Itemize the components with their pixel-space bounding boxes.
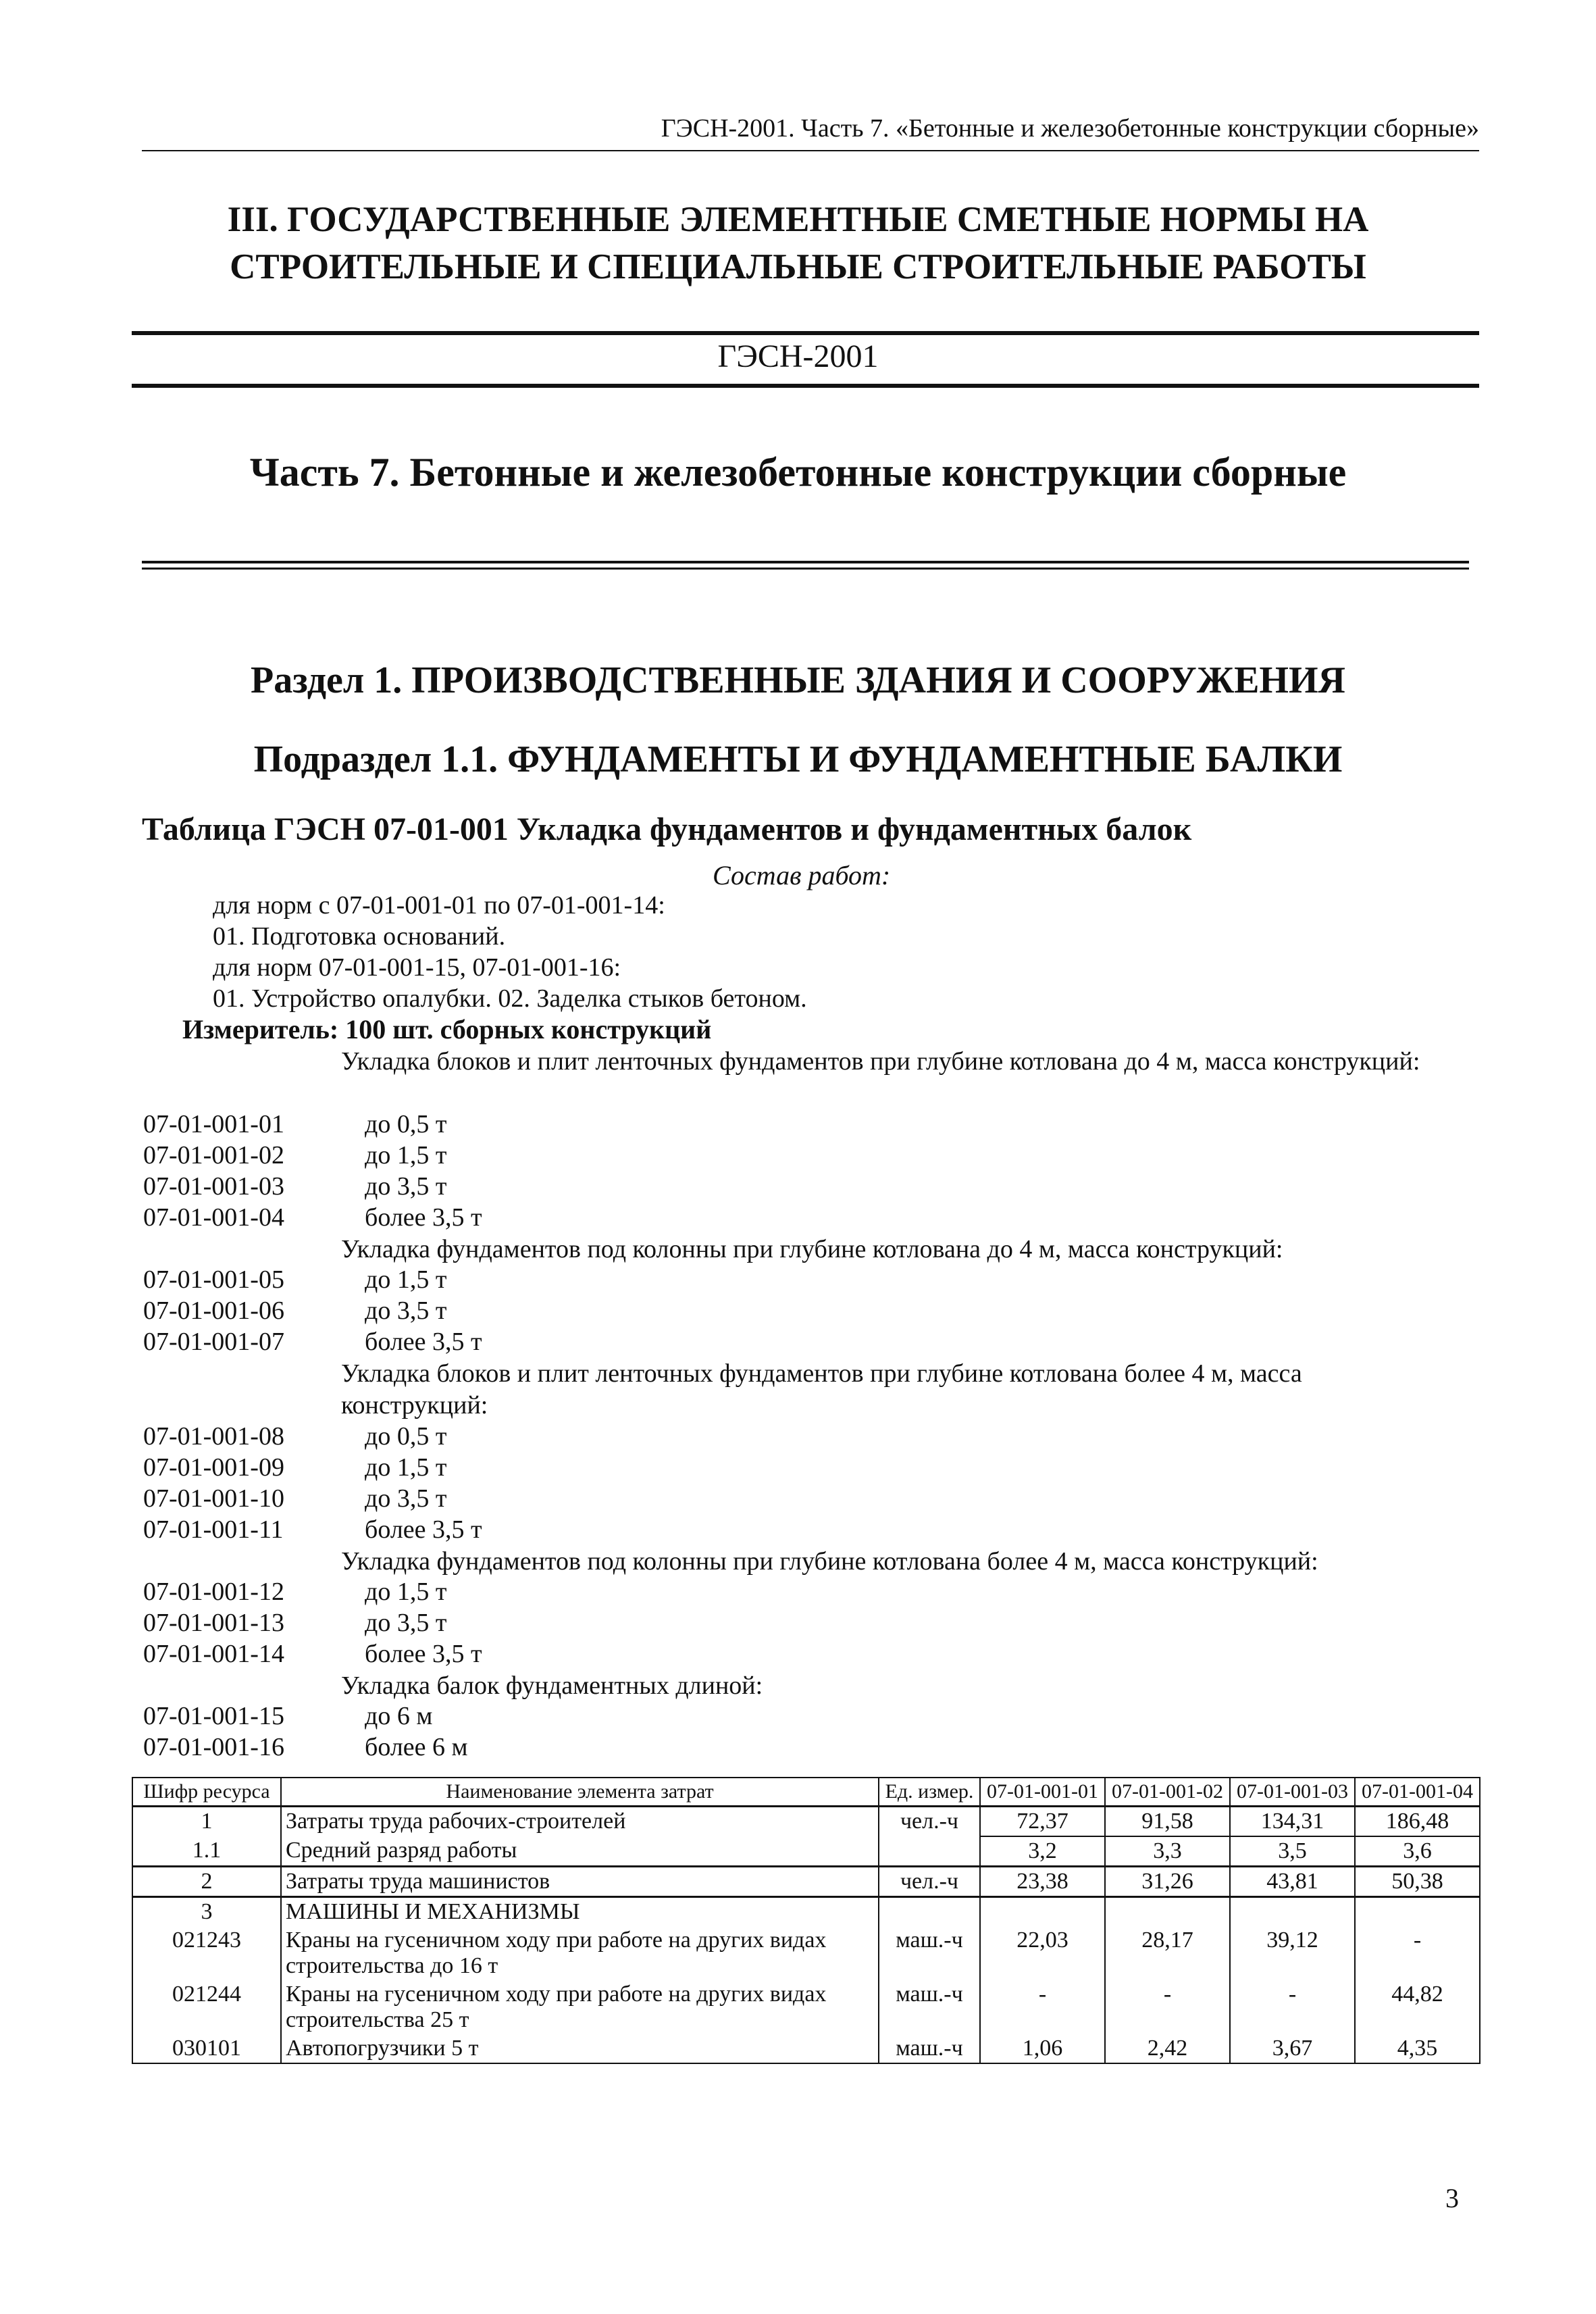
- cell-value: [1355, 1897, 1480, 1927]
- cell-value: 2,42: [1105, 2034, 1230, 2063]
- norm-code: 07-01-001-10: [143, 1484, 284, 1513]
- cell-unit: маш.-ч: [879, 2034, 980, 2063]
- table-header-row: [132, 1778, 1480, 1807]
- table-row: [132, 1807, 1480, 1837]
- cell-code: 2: [132, 1867, 281, 1897]
- norm-desc: до 1,5 т: [365, 1578, 447, 1606]
- cell-value: 22,03: [980, 1926, 1105, 1980]
- norm-desc: до 1,5 т: [365, 1141, 447, 1169]
- header-unit: Ед. измер.: [879, 1778, 980, 1807]
- part-title: Часть 7. Бетонные и железобетонные конструкции сборные: [249, 450, 1347, 495]
- group-heading: Укладка фундаментов под колонны при глубине котлована до 4 м, масса конструкций:: [341, 1235, 1283, 1263]
- norm-desc: до 0,5 т: [365, 1422, 447, 1451]
- cell-name: Средний разряд работы: [281, 1836, 879, 1867]
- header-col: 07-01-001-02: [1105, 1778, 1230, 1807]
- cell-value: 3,3: [1105, 1836, 1230, 1867]
- norm-desc: до 1,5 т: [365, 1453, 447, 1482]
- section-title: Раздел 1. ПРОИЗВОДСТВЕННЫЕ ЗДАНИЯ И СООРУЖЕНИЯ: [251, 659, 1345, 701]
- table-row: [132, 1897, 1480, 1927]
- norm-desc: до 0,5 т: [365, 1110, 447, 1138]
- norm-desc: более 3,5 т: [365, 1328, 482, 1356]
- norm-code: 07-01-001-04: [143, 1203, 284, 1232]
- composition-label: Состав работ:: [713, 860, 891, 890]
- cell-value: 72,37: [980, 1807, 1105, 1837]
- norm-desc: более 6 м: [365, 1733, 468, 1761]
- norm-code: 07-01-001-08: [143, 1422, 284, 1451]
- header-name: Наименование элемента затрат: [281, 1778, 879, 1807]
- subsection-title: Подраздел 1.1. ФУНДАМЕНТЫ И ФУНДАМЕНТНЫЕ БАЛКИ: [253, 738, 1343, 780]
- norm-desc: до 3,5 т: [365, 1297, 447, 1325]
- norm-code: 07-01-001-12: [143, 1578, 284, 1606]
- norm-code: 07-01-001-09: [143, 1453, 284, 1482]
- group-heading: Укладка фундаментов под колонны при глубине котлована более 4 м, масса конструкций:: [341, 1547, 1318, 1576]
- composition-line: 01. Подготовка оснований.: [213, 922, 506, 951]
- cell-name: Затраты труда машинистов: [281, 1867, 879, 1897]
- code-label: ГЭСН-2001: [717, 338, 879, 374]
- composition-line: для норм с 07-01-001-01 по 07-01-001-14:: [213, 891, 665, 920]
- cell-value: 186,48: [1355, 1807, 1480, 1837]
- header-col: 07-01-001-04: [1355, 1778, 1480, 1807]
- cell-value: -: [1355, 1926, 1480, 1980]
- cell-value: 1,06: [980, 2034, 1105, 2063]
- cell-code: 030101: [132, 2034, 281, 2063]
- norm-code: 07-01-001-11: [143, 1515, 284, 1544]
- table-row: [132, 1980, 1480, 2034]
- cell-value: [1230, 1897, 1355, 1927]
- cell-code: 1: [132, 1807, 281, 1837]
- cell-value: -: [1230, 1980, 1355, 2034]
- header-rule: [142, 150, 1479, 151]
- cell-code: 3: [132, 1897, 281, 1927]
- part-rule-2: [142, 568, 1469, 570]
- cell-name: Краны на гусеничном ходу при работе на других видах строительства 25 т: [281, 1980, 879, 2034]
- cell-value: 39,12: [1230, 1926, 1355, 1980]
- group-heading: Укладка блоков и плит ленточных фундаментов при глубине котлована более 4 м, масса конструкций:: [341, 1359, 1302, 1419]
- cell-unit: [879, 1897, 980, 1927]
- norm-code: 07-01-001-05: [143, 1265, 284, 1294]
- main-title: [0, 196, 1596, 291]
- group-heading: Укладка балок фундаментных длиной:: [341, 1671, 763, 1700]
- cell-value: 91,58: [1105, 1807, 1230, 1837]
- table-title: Таблица ГЭСН 07-01-001 Укладка фундаментов и фундаментных балок: [142, 811, 1192, 847]
- cell-value: 23,38: [980, 1867, 1105, 1897]
- norm-code: 07-01-001-03: [143, 1172, 284, 1201]
- table-row: [132, 2034, 1480, 2063]
- norm-desc: до 3,5 т: [365, 1484, 447, 1513]
- norm-code: 07-01-001-06: [143, 1297, 284, 1325]
- cell-unit: чел.-ч: [879, 1807, 980, 1837]
- cell-unit: маш.-ч: [879, 1980, 980, 2034]
- norm-desc: более 3,5 т: [365, 1515, 482, 1544]
- page-number: 3: [1445, 2183, 1459, 2213]
- code-rule-top: [132, 331, 1479, 335]
- composition-line: 01. Устройство опалубки. 02. Заделка стыков бетоном.: [213, 984, 807, 1013]
- norm-desc: более 3,5 т: [365, 1203, 482, 1232]
- norm-code: 07-01-001-14: [143, 1640, 284, 1668]
- table-row: [132, 1926, 1480, 1980]
- cell-value: 50,38: [1355, 1867, 1480, 1897]
- cell-name: Краны на гусеничном ходу при работе на других видах строительства до 16 т: [281, 1926, 879, 1980]
- cost-table: [132, 1777, 1481, 2064]
- header-col: 07-01-001-03: [1230, 1778, 1355, 1807]
- cell-value: 3,5: [1230, 1836, 1355, 1867]
- norm-desc: до 3,5 т: [365, 1609, 447, 1637]
- cell-unit: маш.-ч: [879, 1926, 980, 1980]
- norm-code: 07-01-001-15: [143, 1702, 284, 1730]
- table-row: [132, 1867, 1480, 1897]
- norm-desc: более 3,5 т: [365, 1640, 482, 1668]
- cell-code: 1.1: [132, 1836, 281, 1867]
- main-title-line1: III. ГОСУДАРСТВЕННЫЕ ЭЛЕМЕНТНЫЕ СМЕТНЫЕ НОРМЫ НА: [227, 200, 1369, 239]
- measure-unit: Измеритель: 100 шт. сборных конструкций: [182, 1014, 712, 1045]
- group-heading: Укладка блоков и плит ленточных фундаментов при глубине котлована до 4 м, масса конструкций:: [341, 1047, 1420, 1076]
- code-rule-bottom: [132, 384, 1479, 388]
- cell-value: 3,6: [1355, 1836, 1480, 1867]
- composition-line: для норм 07-01-001-15, 07-01-001-16:: [213, 953, 621, 982]
- norm-code: 07-01-001-01: [143, 1110, 284, 1138]
- cell-name: Затраты труда рабочих-строителей: [281, 1807, 879, 1837]
- cell-value: 4,35: [1355, 2034, 1480, 2063]
- cell-unit: чел.-ч: [879, 1867, 980, 1897]
- cell-unit: [879, 1836, 980, 1867]
- norm-desc: до 6 м: [365, 1702, 433, 1730]
- table-row: [132, 1836, 1480, 1867]
- main-title-line2: СТРОИТЕЛЬНЫЕ И СПЕЦИАЛЬНЫЕ СТРОИТЕЛЬНЫЕ РАБОТЫ: [230, 247, 1366, 286]
- cell-code: 021244: [132, 1980, 281, 2034]
- norm-code: 07-01-001-13: [143, 1609, 284, 1637]
- cell-value: 44,82: [1355, 1980, 1480, 2034]
- cell-value: -: [980, 1980, 1105, 2034]
- part-rule-1: [142, 561, 1469, 563]
- running-header: ГЭСН-2001. Часть 7. «Бетонные и железобетонные конструкции сборные»: [661, 114, 1479, 143]
- norm-code: 07-01-001-07: [143, 1328, 284, 1356]
- cell-value: 3,2: [980, 1836, 1105, 1867]
- cell-value: [1105, 1897, 1230, 1927]
- cell-value: [980, 1897, 1105, 1927]
- cell-value: 134,31: [1230, 1807, 1355, 1837]
- cell-name: МАШИНЫ И МЕХАНИЗМЫ: [281, 1897, 879, 1927]
- cell-value: -: [1105, 1980, 1230, 2034]
- norm-desc: до 3,5 т: [365, 1172, 447, 1201]
- header-col: 07-01-001-01: [980, 1778, 1105, 1807]
- header-code: Шифр ресурса: [132, 1778, 281, 1807]
- norm-desc: до 1,5 т: [365, 1265, 447, 1294]
- cell-name: Автопогрузчики 5 т: [281, 2034, 879, 2063]
- norm-code: 07-01-001-02: [143, 1141, 284, 1169]
- cell-value: 43,81: [1230, 1867, 1355, 1897]
- norm-code: 07-01-001-16: [143, 1733, 284, 1761]
- cell-value: 28,17: [1105, 1926, 1230, 1980]
- cell-code: 021243: [132, 1926, 281, 1980]
- cell-value: 31,26: [1105, 1867, 1230, 1897]
- cell-value: 3,67: [1230, 2034, 1355, 2063]
